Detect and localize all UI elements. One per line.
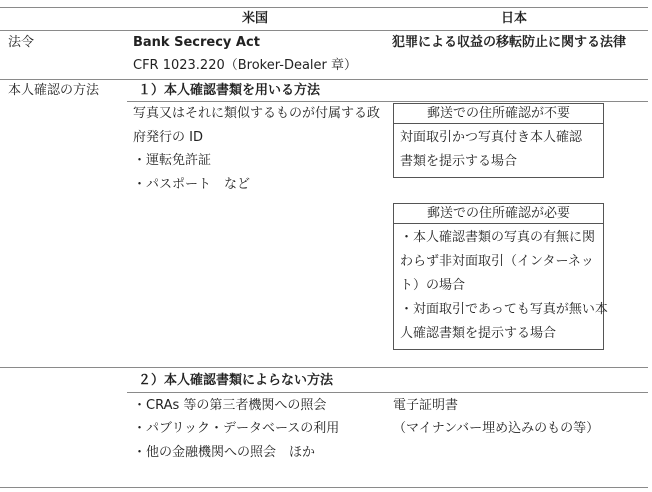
box-title: 郵送での住所確認が必要 (394, 204, 603, 224)
box-line: ト）の場合 (400, 278, 466, 293)
us-alt-item: ・CRAs 等の第三者機関への照会 (133, 398, 327, 413)
section1-title: １）本人確認書類を用いる方法 (138, 83, 321, 98)
us-doc-item: ・パスポート など (133, 177, 251, 192)
rule-section2 (127, 392, 648, 393)
box-line: ・対面取引であっても写真が無い本 (400, 302, 608, 317)
column-header-japan: 日本 (501, 11, 528, 26)
row-label-law: 法令 (8, 35, 35, 50)
column-header-us: 米国 (242, 11, 269, 26)
section2-title: ２）本人確認書類によらない方法 (138, 373, 334, 388)
box-title: 郵送での住所確認が不要 (394, 104, 603, 124)
row-label-method: 本人確認の方法 (8, 83, 100, 98)
box-line: ・本人確認書類の写真の有無に関 (400, 230, 596, 245)
rule-section1 (127, 101, 648, 102)
us-doc-item: ・運転免許証 (133, 153, 212, 168)
japan-alt-line: 電子証明書 (393, 398, 459, 413)
japan-box-address-check-needed (393, 203, 608, 350)
us-doc-line: 写真又はそれに類似するものが付属する政 (133, 106, 381, 121)
box-line: 書類を提示する場合 (400, 154, 518, 169)
box-line: わらず非対面取引（インターネッ (400, 254, 594, 269)
us-law-rule: CFR 1023.220（Broker-Dealer 章） (133, 58, 358, 73)
us-law-name: Bank Secrecy Act (133, 35, 260, 50)
rule-top (0, 7, 648, 8)
japan-law-name: 犯罪による収益の移転防止に関する法律 (392, 35, 627, 50)
us-alt-item: ・パブリック・データベースの利用 (133, 421, 340, 436)
box-line: 人確認書類を提示する場合 (400, 326, 557, 341)
japan-alt-line: （マイナンバー埋め込みのもの等） (393, 421, 600, 436)
rule-header (0, 30, 648, 31)
rule-bottom (0, 487, 648, 488)
us-doc-line: 府発行の ID (133, 130, 203, 145)
us-alt-item: ・他の金融機関への照会 ほか (133, 445, 316, 460)
rule-before-section2 (0, 367, 648, 368)
rule-law (0, 79, 648, 80)
box-line: 対面取引かつ写真付き本人確認 (400, 130, 583, 145)
japan-box-address-check-unneeded (393, 103, 604, 178)
